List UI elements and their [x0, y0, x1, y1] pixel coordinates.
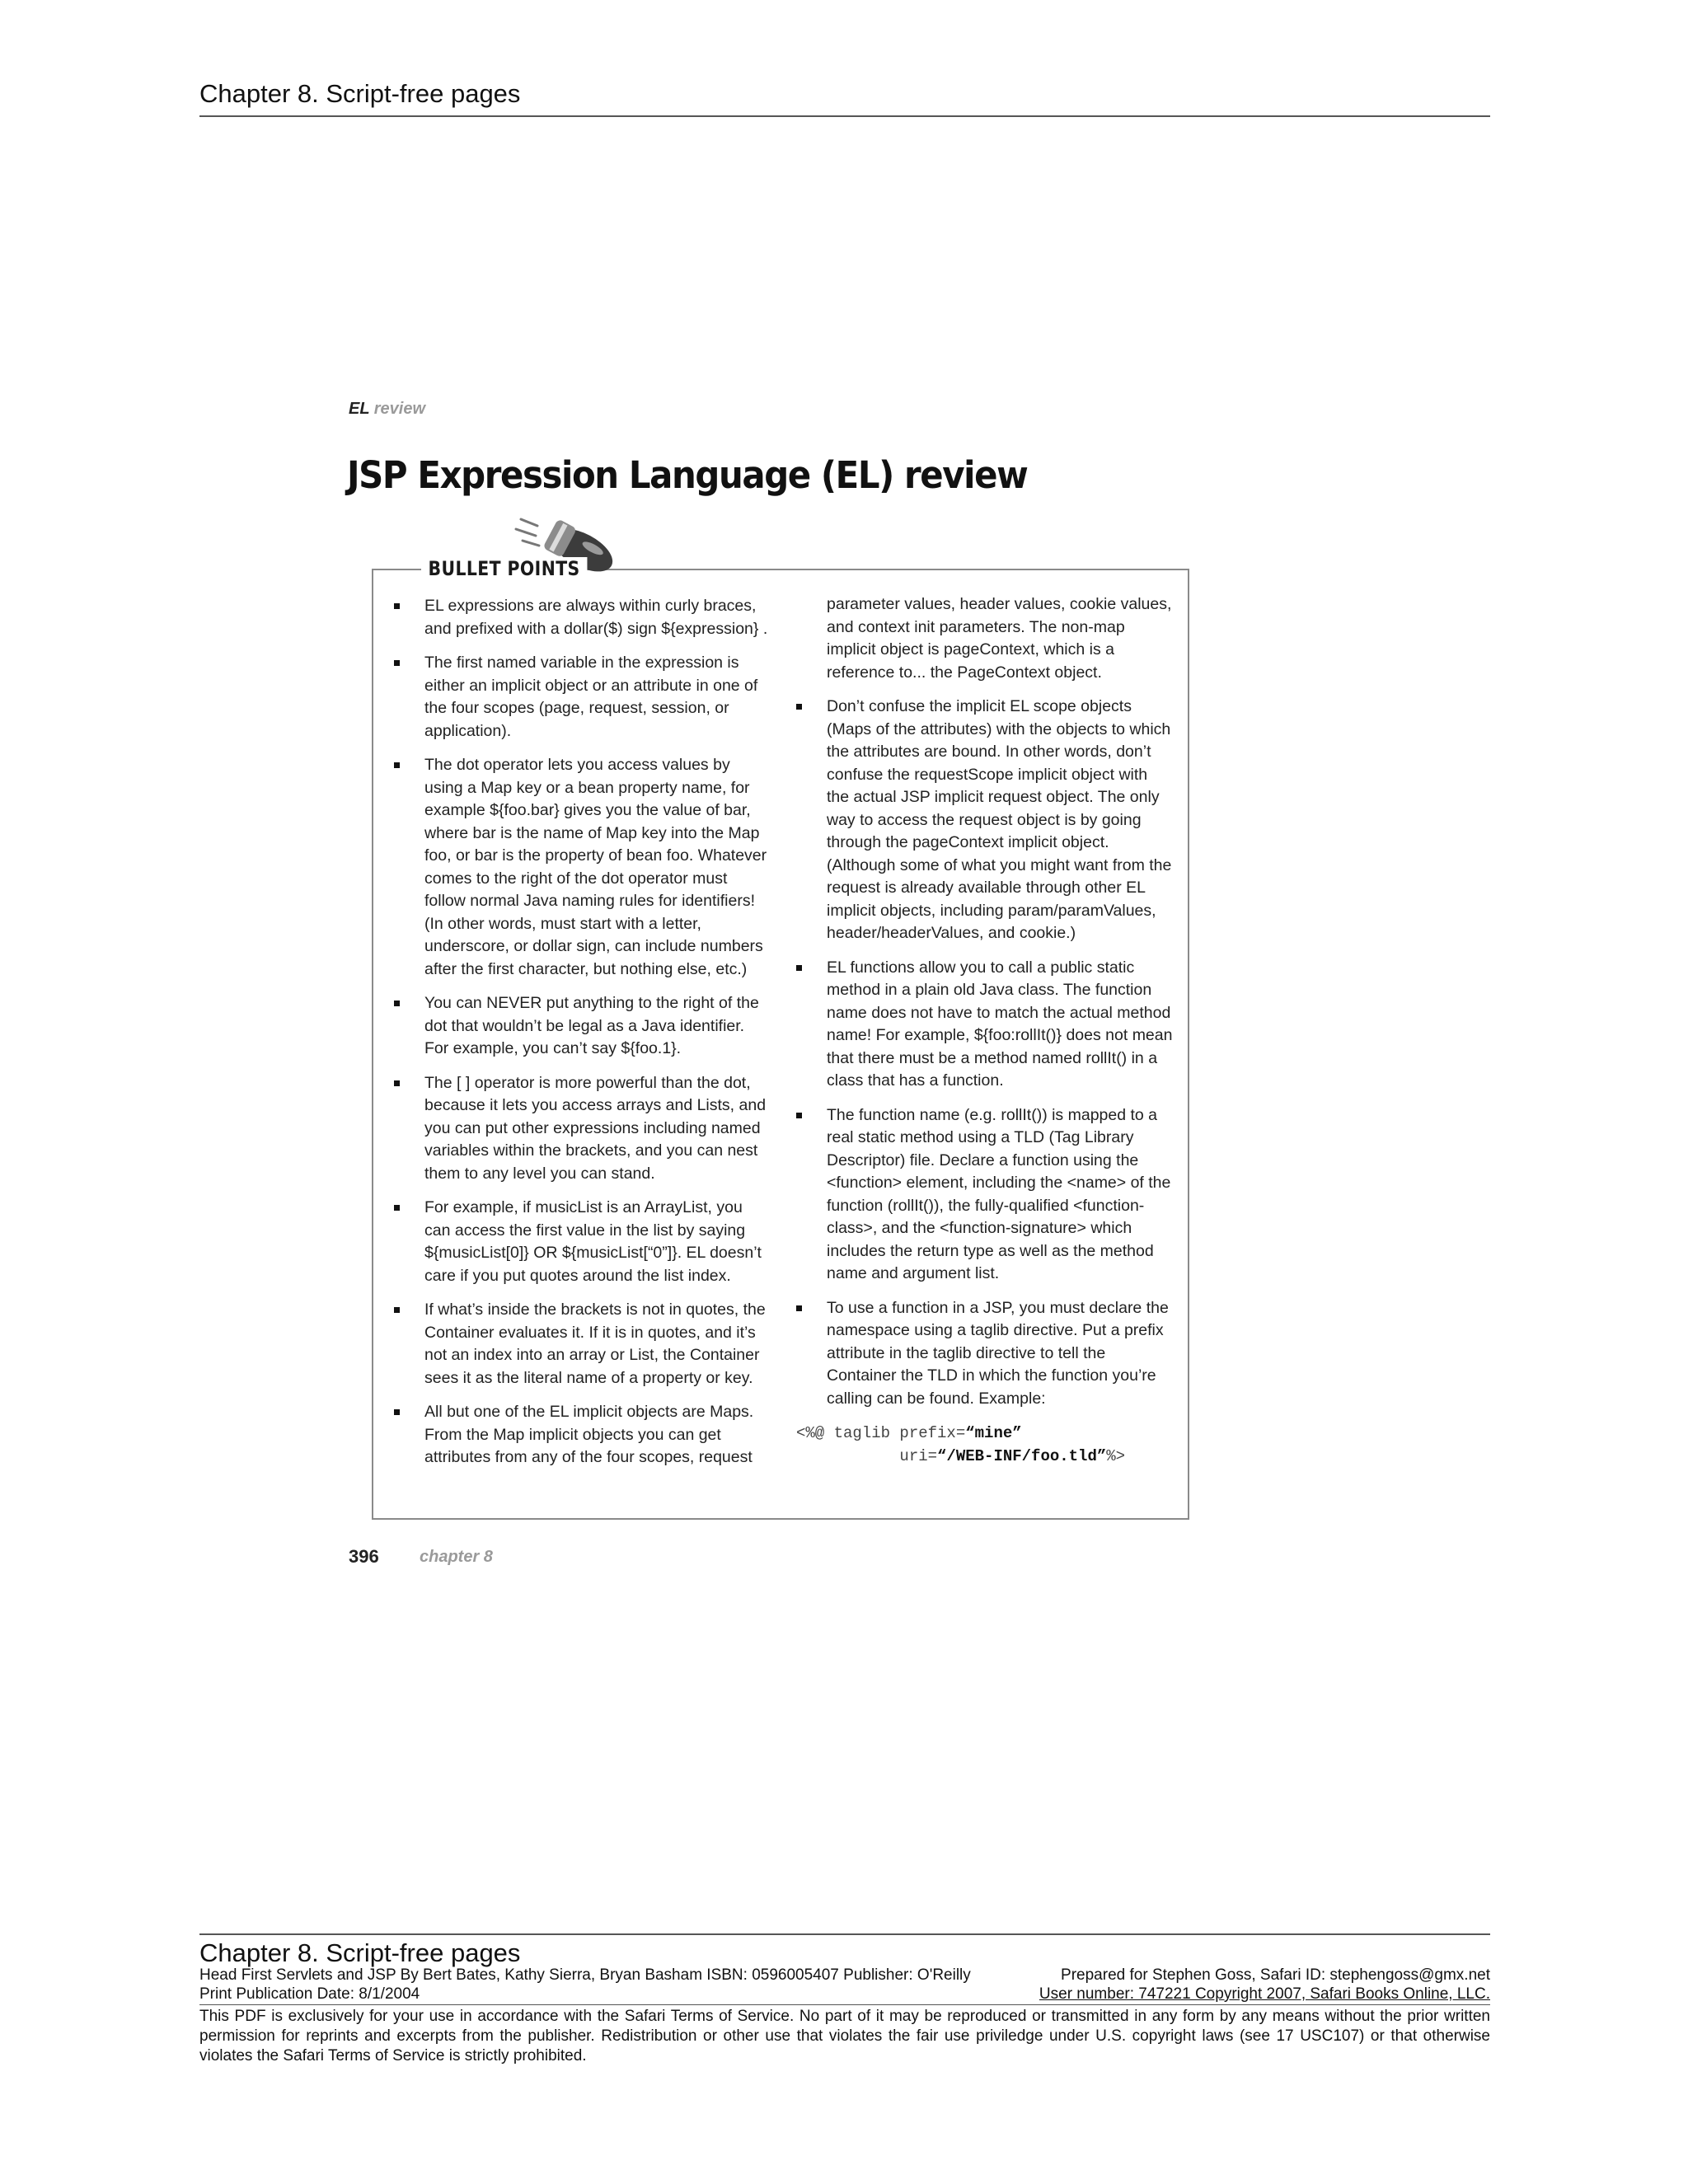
bullet-item: EL expressions are always within curly braces, and prefixed with a dollar($) sign ${expression} .	[394, 595, 770, 640]
footer-book-line: Head First Servlets and JSP By Bert Bates, Kathy Sierra, Bryan Basham ISBN: 0596005407 Publisher: O'Reilly	[199, 1966, 971, 1984]
bullet-points-label: BULLET POINTS	[421, 557, 587, 580]
bullet-item: The [ ] operator is more powerful than the dot, because it lets you access arrays and Lists, and you can put other expressions including named variables within the brackets, and you can nest them to any level you can stand.	[394, 1072, 770, 1186]
footer-user-number: User number: 747221 Copyright 2007, Safari Books Online, LLC.	[1039, 1985, 1490, 2003]
bullet-continuation: parameter values, header values, cookie values, and context init parameters. The non-map implicit object is pageContext, which is a reference to... the PageContext object.	[827, 595, 1172, 682]
code-line2-close: %>	[1106, 1447, 1126, 1465]
bullet-column-right	[796, 593, 1174, 1468]
page-chapter-label: chapter 8	[420, 1548, 493, 1566]
page-title: JSP Expression Language (EL) review	[347, 453, 1028, 497]
bullet-item: For example, if musicList is an ArrayList, you can access the first value in the list by saying ${musicList[0]} OR ${musicList[“0”]}. EL doesn’t care if you put quotes around the list index.	[394, 1197, 770, 1287]
page-header-title: Chapter 8. Script-free pages	[199, 79, 521, 108]
header-divider	[199, 115, 1490, 117]
bullet-item: EL functions allow you to call a public static method in a plain old Java class. The function name does not have to match the actual method name! For example, ${foo:rollIt()} does not mean that there must be a method named rollIt() in a class that has a function.	[796, 957, 1174, 1093]
code-line2-prefix: uri=	[796, 1447, 938, 1465]
section-tag	[349, 400, 425, 419]
code-line1-value: “mine”	[965, 1424, 1022, 1442]
footer-legal-divider	[199, 2004, 1490, 2005]
bullet-item: The function name (e.g. rollIt()) is mapped to a real static method using a TLD (Tag Library Descriptor) file. Declare a function using the <function> element, including the <name> of the function (rollIt()), the fully-qualified <function-class>, and the <function-signature> which includes the return type as well as the method name and argument list.	[796, 1104, 1174, 1286]
bullet-item: You can NEVER put anything to the right of the dot that wouldn’t be legal as a Java identifier. For example, you can’t say ${foo.1}.	[394, 992, 770, 1061]
page-number: 396	[349, 1546, 379, 1567]
bullet-item: The dot operator lets you access values by using a Map key or a bean property name, for example ${foo.bar} gives you the value of bar, where bar is the name of Map key into the Map foo, or bar is the property of bean foo. Whatever comes to the right of the dot operator must follow normal Java naming rules for identifiers! (In other words, must start with a letter, underscore, or dollar sign, can include numbers after the first character, but nothing else, etc.)	[394, 754, 770, 981]
footer-divider	[199, 1933, 1490, 1935]
footer-pub-date: Print Publication Date: 8/1/2004	[199, 1985, 420, 2003]
footer-prepared-for: Prepared for Stephen Goss, Safari ID: stephengoss@gmx.net	[1061, 1966, 1490, 1984]
bullet-item: To use a function in a JSP, you must declare the namespace using a taglib directive. Put a prefix attribute in the taglib directive to tell the Container the TLD in which the function you’re calling can be found. Example:	[796, 1297, 1174, 1411]
code-line2-value: “/WEB-INF/foo.tld”	[937, 1447, 1107, 1465]
bullet-item: Don’t confuse the implicit EL scope objects (Maps of the attributes) with the objects to which the attributes are bound. In other words, don’t confuse the requestScope implicit object with the actual JSP implicit request object. The only way to access the request object is by going through the pageContext implicit object. (Although some of what you might want from the request is already available through other EL implicit objects, including param/paramValues, header/headerValues, and cookie.)	[796, 696, 1174, 945]
bullet-item: If what’s inside the brackets is not in quotes, the Container evaluates it. If it is in quotes, and it’s not an index into an array or List, the Container sees it as the literal name of a property or key.	[394, 1299, 770, 1390]
footer-chapter-title: Chapter 8. Script-free pages	[199, 1938, 521, 1967]
taglib-code-example	[796, 1422, 1174, 1468]
section-tag-bold: EL	[349, 400, 370, 418]
code-line1-prefix: <%@ taglib prefix=	[796, 1424, 966, 1442]
section-tag-light: review	[373, 400, 426, 418]
bullet-item: All but one of the EL implicit objects are Maps. From the Map implicit objects you can get attributes from any of the four scopes, request	[394, 1401, 770, 1469]
bullet-item: The first named variable in the expression is either an implicit object or an attribute in one of the four scopes (page, request, session, or application).	[394, 652, 770, 743]
footer-legal-text: This PDF is exclusively for your use in accordance with the Safari Terms of Service. No part of it may be reproduced or transmitted in any form by any means without the prior written permission for reprints and excerpts from the publisher. Redistribution or other use that violates the fair use priviledge under U.S. copyright laws (see 17 USC107) or that otherwise violates the Safari Terms of Service is strictly prohibited.	[199, 2008, 1490, 2064]
bullet-column-left	[394, 595, 770, 1481]
